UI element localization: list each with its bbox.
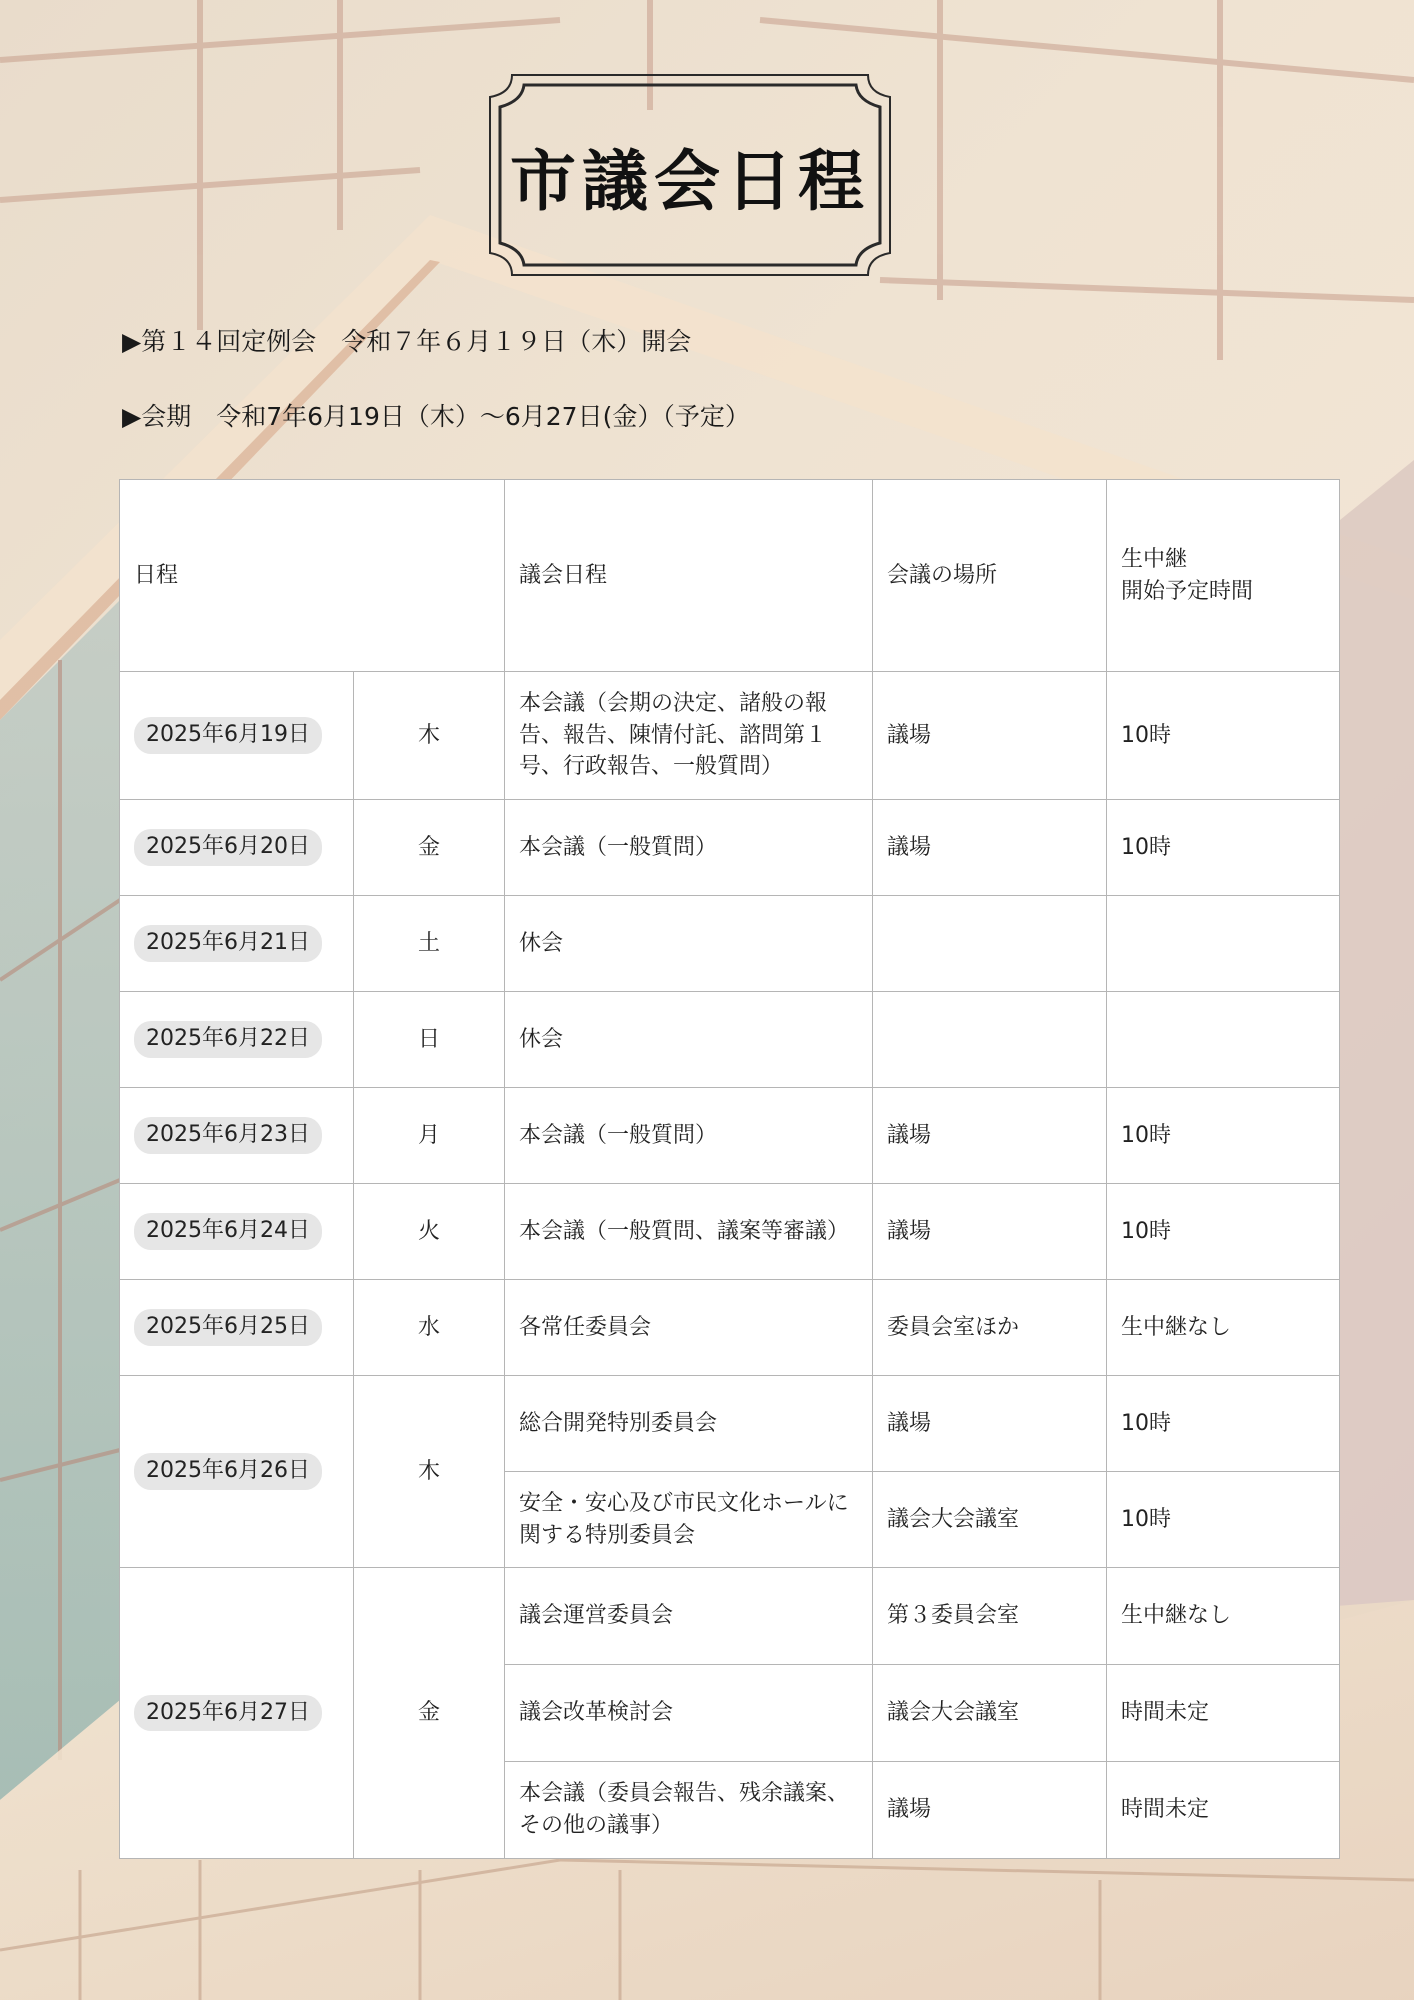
- date-cell: [120, 800, 354, 896]
- table-row: [120, 1376, 1340, 1472]
- date-cell: [120, 1376, 354, 1568]
- date-badge: 2025年6月26日: [134, 1453, 322, 1490]
- place-cell: [873, 992, 1107, 1088]
- title-plaque: [488, 73, 892, 277]
- time-cell: 10時: [1107, 672, 1340, 800]
- table-row: [120, 896, 1340, 992]
- table-row: [120, 992, 1340, 1088]
- weekday-cell: 月: [354, 1088, 505, 1184]
- table-row: [120, 1184, 1340, 1280]
- weekday-cell: 火: [354, 1184, 505, 1280]
- date-badge: 2025年6月19日: [134, 717, 322, 754]
- table-row: [120, 800, 1340, 896]
- date-cell: [120, 672, 354, 800]
- header-date: 日程: [120, 480, 505, 672]
- date-cell: [120, 992, 354, 1088]
- table-row: [120, 1568, 1340, 1665]
- table-header-row: [120, 480, 1340, 672]
- place-cell: 議会大会議室: [873, 1665, 1107, 1762]
- header-place: 会議の場所: [873, 480, 1107, 672]
- date-cell: [120, 896, 354, 992]
- header-broadcast-line2: 開始予定時間: [1121, 578, 1254, 604]
- agenda-cell: 各常任委員会: [505, 1280, 873, 1376]
- time-cell: 10時: [1107, 800, 1340, 896]
- date-badge: 2025年6月20日: [134, 829, 322, 866]
- agenda-cell: 本会議（一般質問、議案等審議）: [505, 1184, 873, 1280]
- agenda-cell: 本会議（会期の決定、諸般の報告、報告、陳情付託、諮問第１号、行政報告、一般質問）: [505, 672, 873, 800]
- date-cell: [120, 1184, 354, 1280]
- time-cell: 10時: [1107, 1472, 1340, 1568]
- place-cell: 委員会室ほか: [873, 1280, 1107, 1376]
- time-cell: [1107, 896, 1340, 992]
- place-cell: 議場: [873, 1088, 1107, 1184]
- date-badge: 2025年6月23日: [134, 1117, 322, 1154]
- agenda-cell: 議会改革検討会: [505, 1665, 873, 1762]
- agenda-cell: 休会: [505, 896, 873, 992]
- time-cell: 時間未定: [1107, 1762, 1340, 1859]
- weekday-cell: 金: [354, 1568, 505, 1859]
- weekday-cell: 水: [354, 1280, 505, 1376]
- agenda-cell: 休会: [505, 992, 873, 1088]
- session-period-line: ▶会期 令和7年6月19日（木）～6月27日(金）（予定）: [122, 402, 750, 431]
- date-badge: 2025年6月27日: [134, 1695, 322, 1732]
- page-title: 市議会日程: [510, 142, 870, 220]
- agenda-cell: 本会議（委員会報告、残余議案、その他の議事）: [505, 1762, 873, 1859]
- place-cell: 議場: [873, 672, 1107, 800]
- time-cell: [1107, 992, 1340, 1088]
- time-cell: 10時: [1107, 1376, 1340, 1472]
- place-cell: 議場: [873, 1762, 1107, 1859]
- date-badge: 2025年6月25日: [134, 1309, 322, 1346]
- weekday-cell: 木: [354, 1376, 505, 1568]
- date-badge: 2025年6月22日: [134, 1021, 322, 1058]
- session-opening-line: ▶第１４回定例会 令和７年６月１９日（木）開会: [122, 327, 692, 356]
- weekday-cell: 木: [354, 672, 505, 800]
- place-cell: 議場: [873, 800, 1107, 896]
- date-cell: [120, 1088, 354, 1184]
- place-cell: 議場: [873, 1184, 1107, 1280]
- agenda-cell: 議会運営委員会: [505, 1568, 873, 1665]
- table-row: [120, 1088, 1340, 1184]
- time-cell: 時間未定: [1107, 1665, 1340, 1762]
- time-cell: 10時: [1107, 1088, 1340, 1184]
- table-row: [120, 1280, 1340, 1376]
- header-agenda: 議会日程: [505, 480, 873, 672]
- weekday-cell: 土: [354, 896, 505, 992]
- date-cell: [120, 1280, 354, 1376]
- place-cell: 議場: [873, 1376, 1107, 1472]
- weekday-cell: 金: [354, 800, 505, 896]
- date-badge: 2025年6月24日: [134, 1213, 322, 1250]
- place-cell: 第３委員会室: [873, 1568, 1107, 1665]
- header-broadcast: [1107, 480, 1340, 672]
- agenda-cell: 本会議（一般質問）: [505, 1088, 873, 1184]
- table-row: [120, 672, 1340, 800]
- weekday-cell: 日: [354, 992, 505, 1088]
- place-cell: 議会大会議室: [873, 1472, 1107, 1568]
- date-cell: [120, 1568, 354, 1859]
- date-badge: 2025年6月21日: [134, 925, 322, 962]
- agenda-cell: 総合開発特別委員会: [505, 1376, 873, 1472]
- time-cell: 生中継なし: [1107, 1280, 1340, 1376]
- place-cell: [873, 896, 1107, 992]
- schedule-table: [119, 479, 1340, 1859]
- agenda-cell: 本会議（一般質問）: [505, 800, 873, 896]
- time-cell: 生中継なし: [1107, 1568, 1340, 1665]
- agenda-cell: 安全・安心及び市民文化ホールに関する特別委員会: [505, 1472, 873, 1568]
- time-cell: 10時: [1107, 1184, 1340, 1280]
- header-broadcast-line1: 生中継: [1121, 546, 1188, 572]
